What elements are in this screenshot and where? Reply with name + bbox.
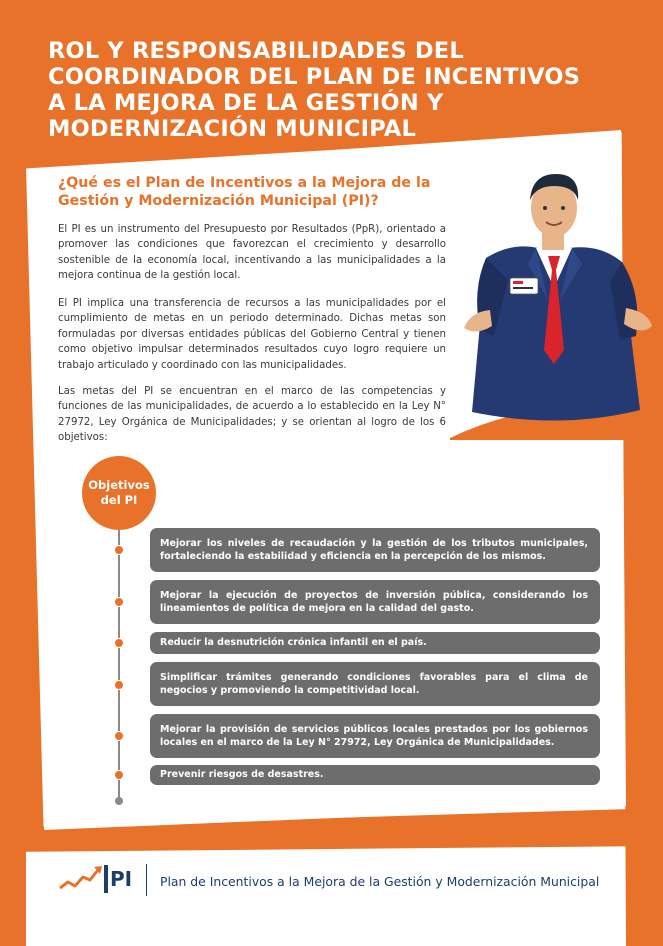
footer-program-name: Plan de Incentivos a la Mejora de la Gestión y Modernización Municipal bbox=[160, 874, 600, 889]
objective-item: Mejorar la provisión de servicios públicos locales prestados por los gobiernos locales en el marco de la Ley N° 27972, Ley Orgánica de Municipalidades. bbox=[150, 714, 600, 758]
objective-item: Simplificar trámites generando condiciones favorables para el clima de negocios y promoviendo la competitividad local. bbox=[150, 662, 600, 706]
logo-text: PI bbox=[110, 867, 133, 891]
official-figure bbox=[450, 160, 660, 440]
intro-paragraph: El PI es un instrumento del Presupuesto por Resultados (PpR), orientado a promover las condiciones que favorezcan el crecimiento y desarrollo sostenible de la economía local, incentivando a las municipalidades a la mejora continua de la gestión local. bbox=[58, 224, 446, 282]
timeline-line bbox=[118, 530, 120, 800]
timeline-dot bbox=[114, 680, 124, 690]
page-title bbox=[48, 38, 628, 142]
objective-item: Mejorar la ejecución de proyectos de inversión pública, considerando los lineamientos de política de mejora en la calidad del gasto. bbox=[150, 580, 600, 624]
timeline-dot bbox=[114, 597, 124, 607]
title-line: A LA MEJORA DE LA GESTIÓN Y bbox=[48, 90, 444, 116]
timeline-dot bbox=[114, 731, 124, 741]
badge-label: del PI bbox=[100, 493, 138, 507]
intro-paragraph: Las metas del PI se encuentran en el marco de las competencias y funciones de las municipalidades, de acuerdo a lo establecido en la Ley N° 27972, Ley Orgánica de Municipalidades; y se orientan al logro de los 6 objetivos: bbox=[58, 386, 446, 444]
growth-chart-icon bbox=[60, 866, 102, 888]
timeline-end-dot bbox=[115, 797, 123, 805]
section-heading: ¿Qué es el Plan de Incentivos a la Mejora de la Gestión y Modernización Municipal (PI)? bbox=[58, 175, 431, 209]
objective-item: Prevenir riesgos de desastres. bbox=[150, 765, 600, 785]
badge-label: Objetivos bbox=[88, 478, 150, 492]
objectives-badge bbox=[82, 456, 156, 530]
intro-paragraph: El PI implica una transferencia de recursos a las municipalidades por el cumplimiento de metas en un periodo determinado. Dichas metas son formuladas por diversas entidades públicas del Gobierno Central y tienen como objetivo impulsar determinados resultados cuyo logro requiere un trabajo articulado y coordinado con las municipalidades. bbox=[58, 298, 446, 371]
timeline-dot bbox=[114, 545, 124, 555]
objective-item: Mejorar los niveles de recaudación y la gestión de los tributos municipales, fortaleciendo la estabilidad y eficiencia en la percepción de los mismos. bbox=[150, 528, 600, 572]
footer-divider bbox=[146, 864, 147, 896]
title-line: MODERNIZACIÓN MUNICIPAL bbox=[48, 116, 417, 142]
objective-item: Reducir la desnutrición crónica infantil en el país. bbox=[150, 632, 600, 654]
title-line: ROL Y RESPONSABILIDADES DEL bbox=[48, 38, 464, 64]
timeline-dot bbox=[114, 770, 124, 780]
title-line: COORDINADOR DEL PLAN DE INCENTIVOS bbox=[48, 64, 581, 90]
pi-logo bbox=[58, 862, 138, 898]
timeline-dot bbox=[114, 638, 124, 648]
